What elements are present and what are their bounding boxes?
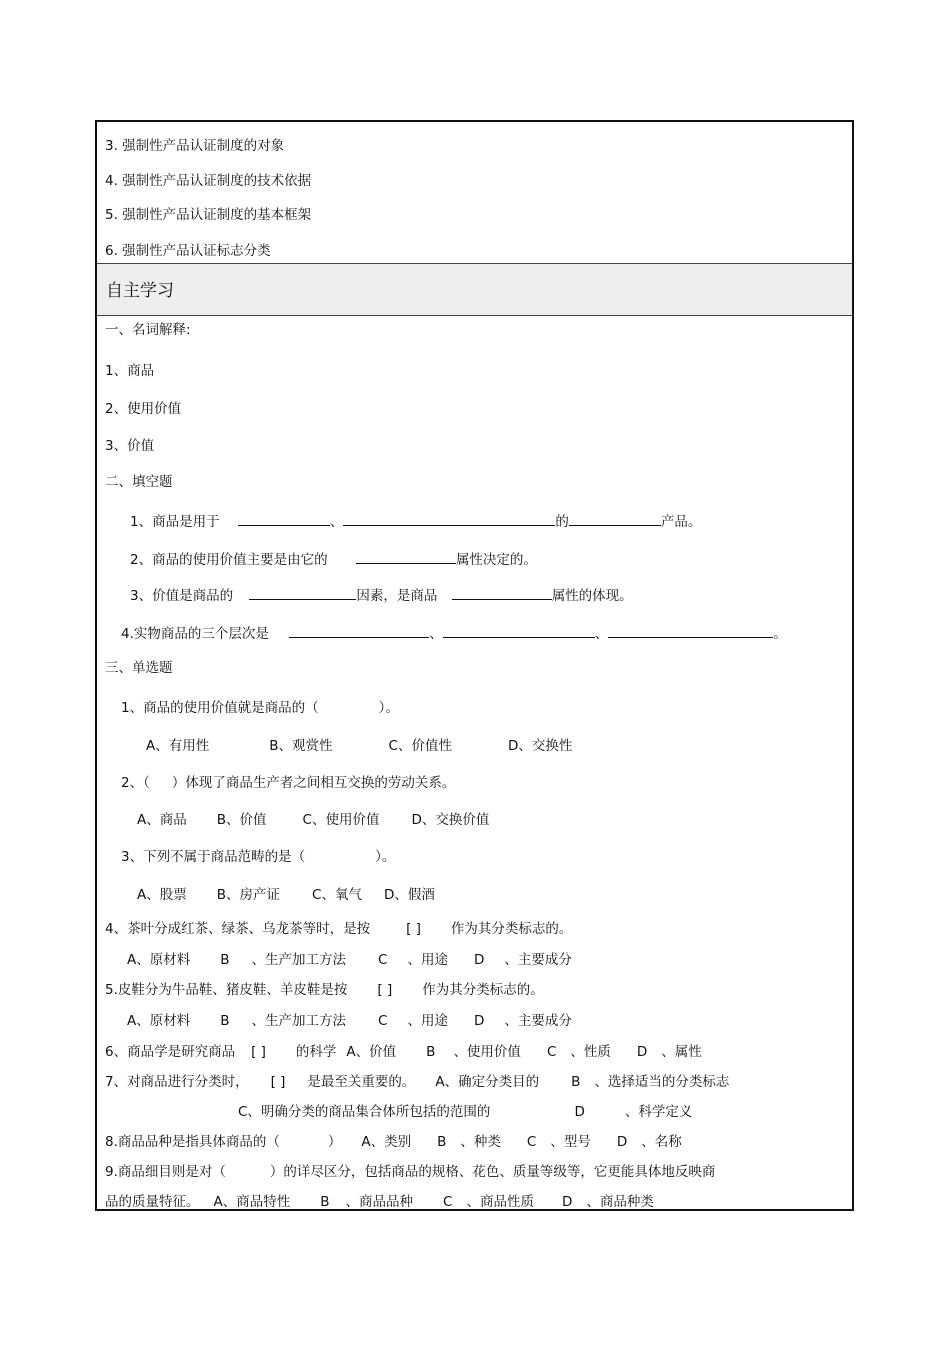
q-stem: 2、（ — [121, 775, 150, 791]
choice-question-1 — [121, 699, 399, 717]
fill-question-4 — [121, 624, 787, 643]
option-letter: D — [574, 1104, 585, 1120]
option[interactable]: C、氧气 — [312, 887, 362, 903]
choice-question-8 — [105, 1133, 682, 1151]
choice-question-5 — [105, 981, 544, 999]
q-text: 属性决定的。 — [455, 552, 537, 568]
q-stem: ）。 — [378, 700, 399, 716]
q-text: 的 — [555, 514, 569, 530]
option[interactable]: A、价值 — [346, 1044, 397, 1060]
option[interactable]: 、型号 — [550, 1134, 591, 1150]
q-text: 、 — [329, 514, 344, 530]
answer-bracket[interactable]: [ ] — [377, 982, 393, 998]
answer-blank[interactable] — [443, 624, 595, 638]
option-letter: B — [220, 1013, 230, 1029]
term-item: 1、商品 — [105, 363, 155, 379]
option-letter: C — [546, 1044, 557, 1060]
q-stem: 作为其分类标志的。 — [422, 982, 544, 998]
option[interactable]: A、商品 — [137, 812, 187, 828]
option[interactable]: 、类别 — [370, 1134, 412, 1150]
term-item: 2、使用价值 — [105, 401, 182, 417]
part1-heading: 一、名词解释: — [105, 322, 191, 338]
q-stem: ）体现了商品生产者之间相互交换的劳动关系。 — [171, 775, 456, 791]
choice-question-4 — [105, 920, 572, 938]
choice-question-7 — [105, 1073, 729, 1091]
option[interactable]: A、有用性 — [146, 738, 210, 754]
choice-options — [127, 1012, 572, 1030]
option[interactable]: D、交换价值 — [411, 812, 490, 828]
fill-question-1 — [130, 512, 701, 531]
option[interactable]: A、原材料 — [127, 952, 191, 968]
choice-question-9 — [105, 1163, 715, 1181]
option[interactable]: B、房产证 — [216, 887, 281, 903]
option[interactable]: 、性质 — [570, 1044, 611, 1060]
q-stem: 8.商品品种是指具体商品的（ — [105, 1134, 280, 1150]
top-list-item: 6. 强制性产品认证标志分类 — [105, 243, 271, 259]
q-text: 。 — [773, 626, 787, 642]
option[interactable]: A、确定分类目的 — [435, 1074, 540, 1090]
option[interactable]: 、生产加工方法 — [251, 952, 347, 968]
answer-blank[interactable] — [238, 512, 330, 526]
option[interactable]: A、股票 — [137, 887, 187, 903]
top-list-item: 4. 强制性产品认证制度的技术依据 — [105, 173, 312, 189]
q-stem: 3、下列不属于商品范畴的是（ — [121, 849, 306, 865]
choice-question-9-cont — [105, 1193, 654, 1211]
option[interactable]: C、明确分类的商品集合体所包括的范围的 — [238, 1104, 491, 1120]
q-stem: 1、商品的使用价值就是商品的（ — [121, 700, 319, 716]
option-letter: B — [426, 1044, 436, 1060]
option[interactable]: 、生产加工方法 — [251, 1013, 347, 1029]
option-letter: D — [561, 1194, 573, 1210]
q-stem: 4、茶叶分成红茶、绿茶、乌龙茶等时，是按 — [105, 921, 371, 937]
q-text: 、 — [429, 626, 443, 642]
option[interactable]: 、科学定义 — [624, 1104, 693, 1120]
q-stem: 7、对商品进行分类时， — [105, 1074, 249, 1090]
option-letter: B — [571, 1074, 581, 1090]
option[interactable]: 、属性 — [661, 1044, 702, 1060]
option-letter: C — [526, 1134, 537, 1150]
option-letter: D — [473, 1013, 485, 1029]
q-stem: 5.皮鞋分为牛品鞋、猪皮鞋、羊皮鞋是按 — [105, 982, 348, 998]
q-text: 2、商品的使用价值主要是由它的 — [130, 552, 328, 568]
q-text: 属性的体现。 — [551, 588, 633, 604]
top-list-item: 3. 强制性产品认证制度的对象 — [105, 138, 285, 154]
q-stem: ） — [327, 1134, 342, 1150]
q-text: 产品。 — [660, 514, 702, 530]
q-stem: 的科学 — [295, 1044, 337, 1060]
option[interactable]: 、用途 — [407, 952, 448, 968]
option[interactable]: 、使用价值 — [453, 1044, 521, 1060]
answer-blank[interactable] — [289, 624, 429, 638]
q-stem: 9.商品细目则是对（ — [105, 1164, 226, 1180]
q-text: 1、商品是用于 — [130, 514, 220, 530]
option[interactable]: D、交换性 — [507, 738, 573, 754]
top-list-item: 5. 强制性产品认证制度的基本框架 — [105, 207, 312, 223]
term-item: 3、价值 — [105, 438, 155, 454]
option-letter: B — [320, 1194, 330, 1210]
part3-heading: 三、单选题 — [105, 660, 173, 676]
answer-blank[interactable] — [343, 512, 555, 526]
option[interactable]: C、使用价值 — [302, 812, 380, 828]
section-title: 自主学习 — [106, 281, 174, 301]
option[interactable]: 、主要成分 — [504, 952, 572, 968]
option[interactable]: 、用途 — [407, 1013, 448, 1029]
q-stem: 是最至关重要的。 — [307, 1074, 416, 1090]
option-letter: D — [616, 1134, 628, 1150]
option[interactable]: B、观赏性 — [269, 738, 333, 754]
q-stem: ）。 — [375, 849, 396, 865]
choice-options — [137, 811, 489, 829]
answer-bracket[interactable]: [ ] — [270, 1074, 286, 1090]
answer-bracket[interactable]: [ ] — [406, 921, 421, 937]
choice-options — [127, 951, 572, 969]
q-text: 3、价值是商品的 — [130, 588, 234, 604]
q-stem: 6、商品学是研究商品 — [105, 1044, 236, 1060]
answer-blank[interactable] — [608, 624, 773, 638]
option-letter: C — [378, 1013, 388, 1029]
part2-heading: 二、填空题 — [105, 474, 173, 490]
q-stem: 作为其分类标志的。 — [450, 921, 573, 937]
option-letter: D — [473, 952, 485, 968]
choice-options — [137, 886, 435, 904]
answer-blank[interactable] — [452, 586, 552, 600]
option-letter: C — [443, 1194, 453, 1210]
q-stem: ）的详尽区分，包括商品的规格、花色、质量等级等，它更能具体地反映商 — [269, 1164, 716, 1180]
option[interactable]: 、商品品种 — [345, 1194, 414, 1210]
answer-bracket[interactable]: [ ] — [251, 1044, 266, 1060]
option-letter: D — [636, 1044, 648, 1060]
option[interactable]: A、商品特性 — [213, 1194, 291, 1210]
option[interactable]: 、名称 — [641, 1134, 682, 1150]
option[interactable]: 、种类 — [460, 1134, 501, 1150]
answer-blank[interactable] — [249, 586, 356, 600]
option[interactable]: C、价值性 — [388, 738, 452, 754]
option-letter: A — [361, 1134, 371, 1150]
choice-question-6 — [105, 1043, 702, 1061]
q-text: 4.实物商品的三个层次是 — [121, 626, 269, 642]
choice-options — [146, 737, 572, 755]
option-letter: C — [378, 952, 388, 968]
option[interactable]: 、选择适当的分类标志 — [594, 1074, 730, 1090]
worksheet-frame — [95, 120, 854, 1211]
q-text: 、 — [594, 626, 609, 642]
option[interactable]: A、原材料 — [127, 1013, 191, 1029]
choice-question-2 — [121, 774, 455, 792]
q-stem: 品的质量特征。 — [105, 1194, 200, 1210]
option-letter: B — [437, 1134, 447, 1150]
choice-question-3 — [121, 848, 395, 866]
answer-blank[interactable] — [356, 550, 456, 564]
option-letter: B — [220, 952, 230, 968]
section-header — [97, 263, 852, 316]
option[interactable]: D、假酒 — [383, 887, 435, 903]
option[interactable]: 、商品种类 — [586, 1194, 654, 1210]
option[interactable]: 、商品性质 — [466, 1194, 534, 1210]
fill-question-2 — [130, 550, 537, 569]
choice-options — [238, 1103, 692, 1121]
q-text: 因素，是商品 — [356, 588, 438, 604]
fill-question-3 — [130, 586, 633, 605]
answer-blank[interactable] — [569, 512, 661, 526]
option[interactable]: B、价值 — [216, 812, 267, 828]
option[interactable]: 、主要成分 — [504, 1013, 572, 1029]
